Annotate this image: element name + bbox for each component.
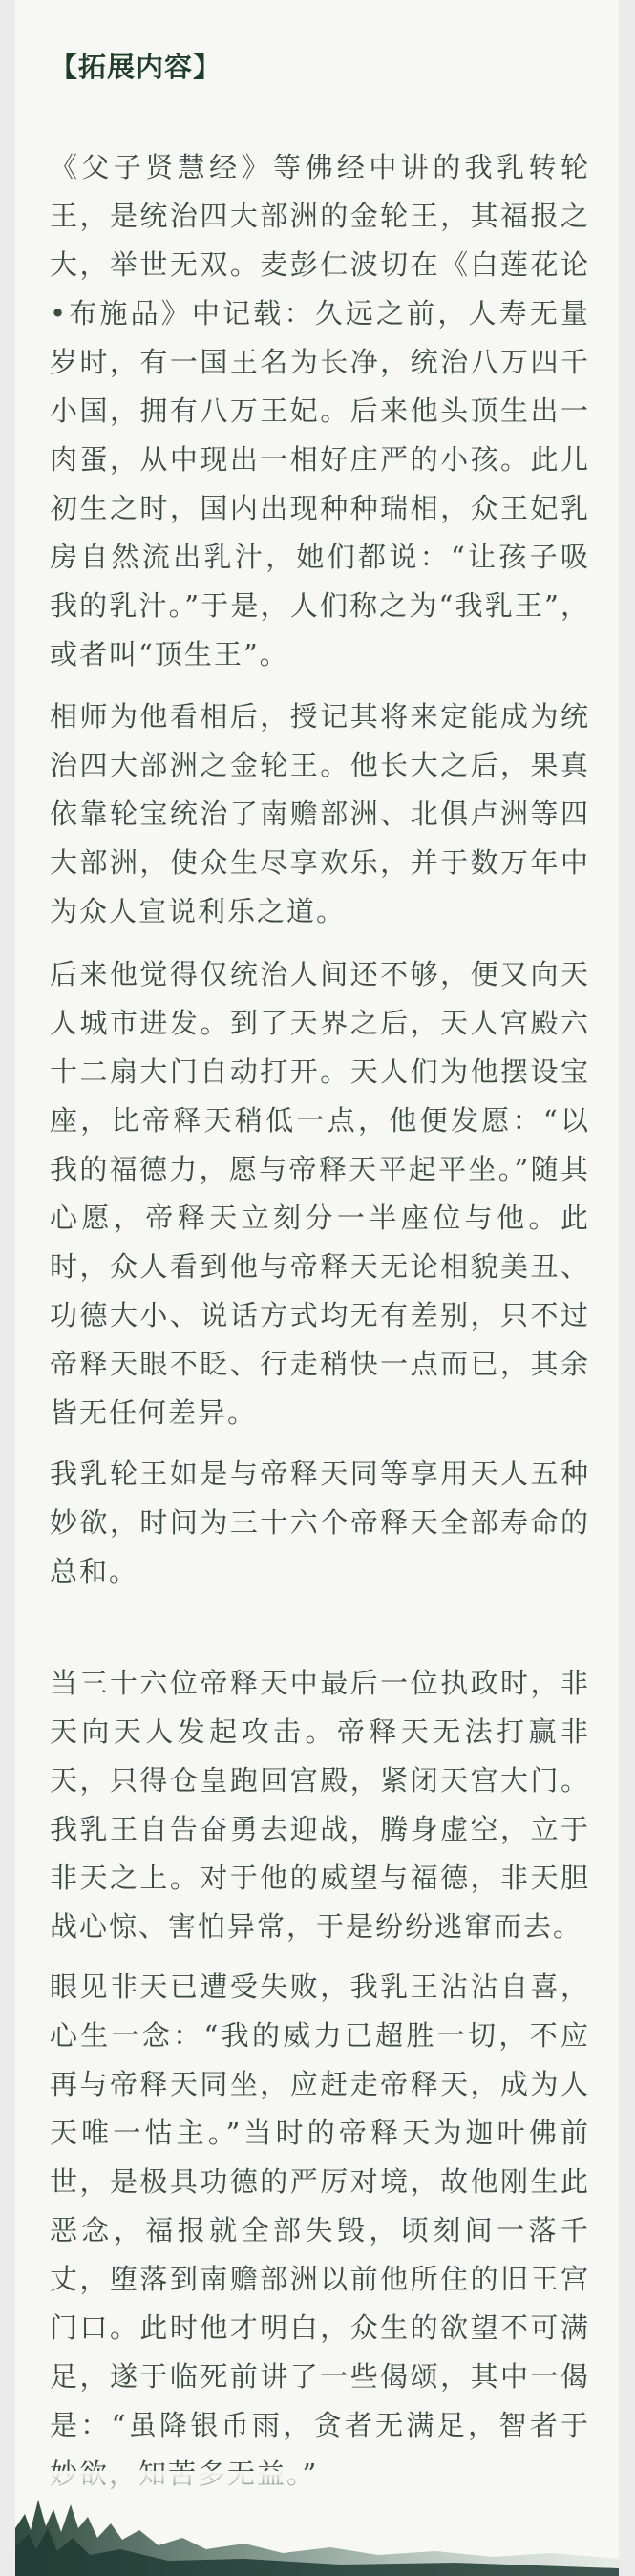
paragraph: 《父子贤慧经》等佛经中讲的我乳转轮王，是统治四大部洲的金轮王，其福报之大，举世无双。麦彭仁波切在《白莲花论•布施品》中记载：久远之前，人寿无量岁时，有一国王名为长净，统治八万四千小国，拥有八万王妃。后来他头顶生出一肉蛋，从中现出一相好庄严的小孩。此儿初生之时，国内出现种种瑞相，众王妃乳房自然流出乳汁，她们都说：“让孩子吸我的乳汁。”于是，人们称之为“我乳王”，或者叫“顶生王”。 xyxy=(50,151,590,671)
paragraph: 后来他觉得仅统治人间还不够，便又向天人城市进发。到了天界之后，天人宫殿六十二扇大门自动打开。天人们为他摆设宝座，比帝释天稍低一点，他便发愿：“以我的福德力，愿与帝释天平起平坐。”随其心愿，帝释天立刻分一半座位与他。此时，众人看到他与帝释天无论相貌美丑、功德大小、说话方式均无有差别，只不过帝释天眼不眨、行走稍快一点而已，其余皆无任何差异。 xyxy=(50,958,590,1429)
paragraph: 眼见非天已遭受失败，我乳王沾沾自喜，心生一念：“我的威力已超胜一切，不应再与帝释天同坐，应赶走帝释天，成为人天唯一怙主。”当时的帝释天为迦叶佛前世，是极具功德的严厉对境，故他刚生此恶念，福报就全部失毁，顷刻间一落千丈，堕落到南赡部洲以前他所住的旧王宫门口。此时他才明白，众生的欲望不可满足，遂于临死前讲了一些偈颂，其中一偈是：“虽降银币雨，贪者无满足，智者于 xyxy=(50,1970,590,2441)
paragraph: 当三十六位帝释天中最后一位执政时，非天向天人发起攻击。帝释天无法打赢非天，只得仓皇跑回宫殿，紧闭天宫大门。我乳王自告奋勇去迎战，腾身虚空，立于非天之上。对于他的威望与福德，非天胆战心惊、害怕异常，于是纷纷逃窜而去。 xyxy=(50,1667,590,1943)
section-title: 【拓展内容】 xyxy=(50,51,222,83)
article-card xyxy=(15,0,619,2576)
paragraph: 相师为他看相后，授记其将来定能成为统治四大部洲之金轮王。他长大之后，果真依靠轮宝统治了南赡部洲、北俱卢洲等四大部洲，使众生尽享欢乐，并于数万年中为众人宣说利乐之道。 xyxy=(50,700,590,927)
misty-forest-illustration xyxy=(15,2471,619,2576)
paragraph: 我乳轮王如是与帝释天同等享用天人五种妙欲，时间为三十六个帝释天全部寿命的总和。 xyxy=(50,1458,590,1587)
